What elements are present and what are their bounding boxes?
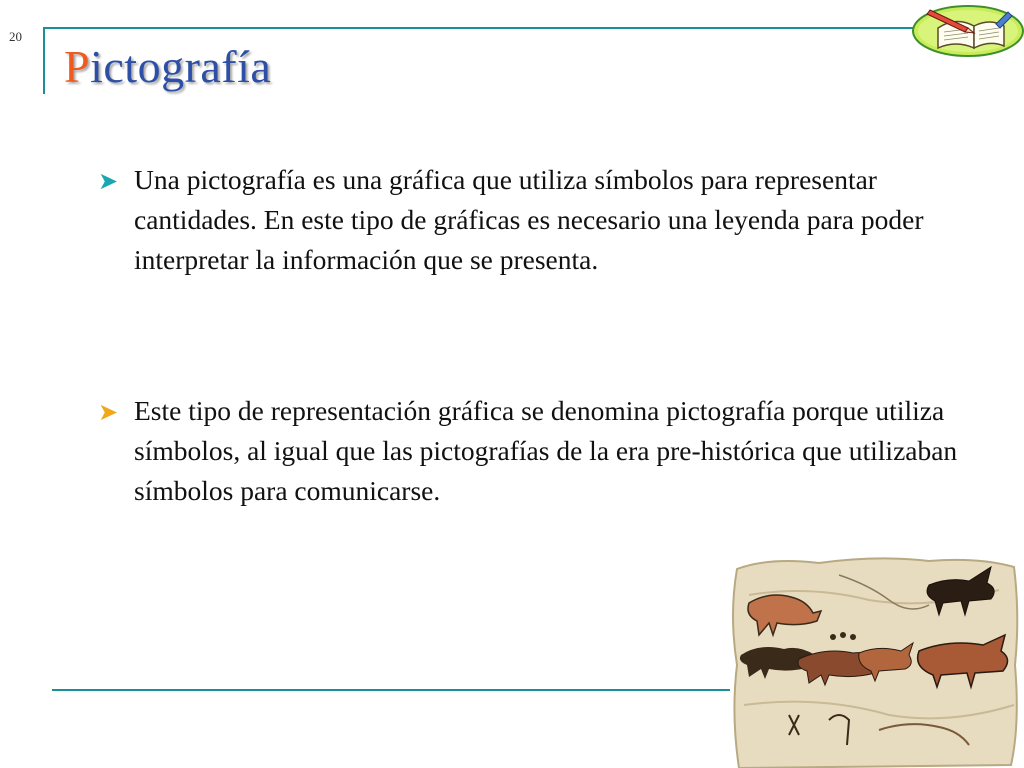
arrow-bullet-icon: ➤ — [98, 400, 119, 426]
slide-title — [64, 40, 271, 93]
bullet-list — [98, 160, 968, 511]
left-divider — [43, 27, 45, 94]
title-rest: ictografía — [90, 41, 272, 92]
bullet-item-definition — [98, 160, 968, 280]
slide-number: 20 — [9, 29, 22, 44]
cave-painting-image — [729, 555, 1020, 768]
bullet-item-origin — [98, 391, 968, 511]
bottom-divider — [52, 689, 730, 691]
bullet-text: Este tipo de representación gráfica se denomina pictografía porque utiliza símbolos, al igual que las pictografías de la era pre-histórica que utilizaban símbolos para comunicarse. — [134, 395, 958, 506]
title-first-letter: P — [64, 41, 91, 92]
book-and-pencil-icon — [908, 2, 1024, 58]
top-divider — [43, 27, 948, 29]
bullet-text: Una pictografía es una gráfica que utiliza símbolos para representar cantidades. En este tipo de gráficas es necesario una leyenda para poder interpretar la información que se presenta. — [134, 164, 924, 275]
arrow-bullet-icon: ➤ — [98, 169, 119, 195]
